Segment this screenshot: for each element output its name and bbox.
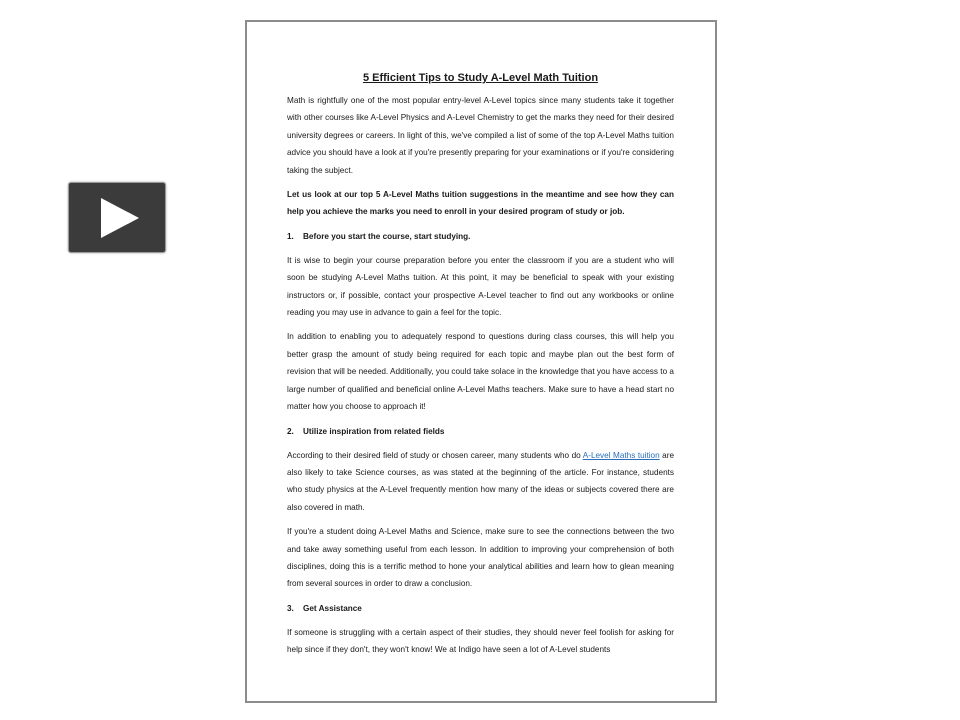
section-2-paragraph-2: If you're a student doing A-Level Maths and Science, make sure to see the connections between the two and take away something useful from each lesson. In addition to improving your comprehension of both disciplines, doing this is a terrific method to hone your analytical abilities and learn how to glean meaning from several sources in order to draw a conclusion.	[287, 527, 674, 589]
section-1-paragraph-1: It is wise to begin your course preparation before you enter the classroom if you are a student who will soon be studying A-Level Maths tuition. At this point, it may be beneficial to speak with your existing instructors or, if possible, contact your prospective A-Level teacher to find out any workbooks or online reading you may use in advance to gain a feel for the topic.	[287, 255, 674, 318]
intro-paragraph: Math is rightfully one of the most popular entry-level A-Level topics since many students take it together with other courses like A-Level Physics and A-Level Chemistry to get the marks they need for their desired university degrees or careers. In light of this, we've compiled a list of some of the top A-Level Maths tuition advice you should have a look at if you're presently preparing for your examinations or if you're considering taking the subject.	[287, 96, 674, 175]
paragraph-text: According to their desired field of study or chosen career, many students who do	[287, 450, 583, 460]
play-icon	[101, 198, 139, 238]
section-heading-1	[287, 228, 674, 245]
section-number: 1.	[287, 231, 294, 241]
paragraph-text: are also likely to take Science courses, as was stated at the beginning of the article. For instance, students who study physics at the A-Level frequently mention how many of the ideas or subjects covered there are also covered in math.	[287, 450, 675, 512]
play-button[interactable]	[68, 182, 166, 253]
section-1-paragraph-2: In addition to enabling you to adequately respond to questions during class courses, this will help you better grasp the amount of study being required for each topic and maybe plan out the best form of revision that will be needed. Additionally, you could take solace in the knowledge that you have access to a large number of qualified and beneficial online A-Level Maths teachers. Make sure to have a head start no matter how you choose to approach it!	[287, 332, 674, 412]
section-3-paragraph-1: If someone is struggling with a certain aspect of their studies, they should never feel foolish for asking for help since if they don't, they won't know! We at Indigo have seen a lot of A-Level students	[287, 627, 674, 655]
document-content	[287, 72, 674, 666]
section-heading-3	[287, 600, 674, 617]
section-heading-2	[287, 423, 674, 440]
a-level-maths-tuition-link[interactable]: A-Level Maths tuition	[582, 450, 660, 460]
lead-paragraph: Let us look at our top 5 A-Level Maths tuition suggestions in the meantime and see how they can help you achieve the marks you need to enroll in your desired program of study or job.	[287, 190, 674, 217]
section-heading-text: Before you start the course, start studying.	[303, 231, 471, 241]
section-number: 3.	[287, 603, 294, 613]
section-heading-text: Utilize inspiration from related fields	[303, 426, 445, 436]
document-page	[245, 20, 717, 703]
section-2-paragraph-1	[287, 447, 674, 517]
section-number: 2.	[287, 426, 294, 436]
section-heading-text: Get Assistance	[303, 603, 362, 613]
document-title: 5 Efficient Tips to Study A-Level Math Tuition	[362, 72, 599, 84]
